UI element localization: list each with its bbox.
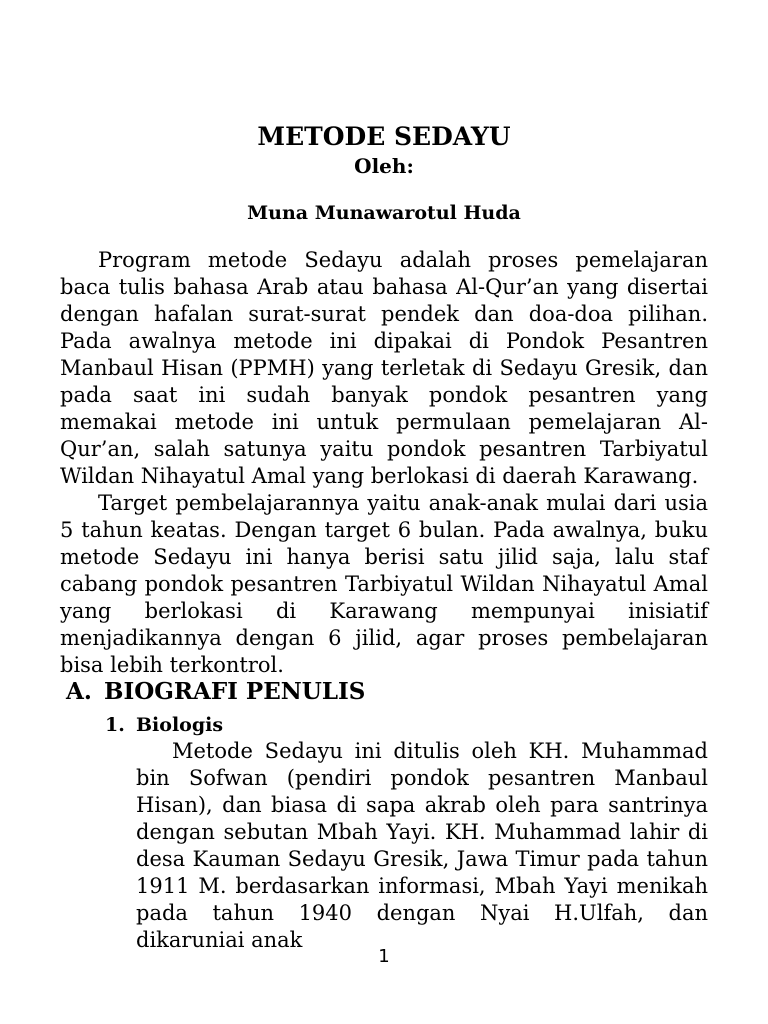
subsection-1-paragraph: Metode Sedayu ini ditulis oleh KH. Muhammad bin Sofwan (pendiri pondok pesantren Manbaul Hisan), dan biasa di sapa akrab oleh para santrinya dengan sebutan Mbah Yayi. KH. Muhammad lahir di desa Kauman Sedayu Gresik, Jawa Timur pada tahun 1911 M. berdasarkan informasi, Mbah Yayi menikah pada tahun 1940 dengan Nyai H.Ulfah, dan dikaruniai anak bbox=[136, 739, 708, 952]
subsection-1-marker: 1. bbox=[105, 714, 125, 736]
intro-paragraph-1: Program metode Sedayu adalah proses pemelajaran baca tulis bahasa Arab atau bahasa Al-Qur’an yang disertai dengan hafalan surat-surat pendek dan doa-doa pilihan. Pada awalnya metode ini dipakai di Pondok Pesantren Manbaul Hisan (PPMH) yang terletak di Sedayu Gresik, dan pada saat ini sudah banyak pondok pesantren yang memakai metode ini untuk permulaan pemelajaran Al-Qur’an, salah satunya yaitu pondok pesantren Tarbiyatul Wildan Nihayatul Amal yang berlokasi di daerah Karawang. bbox=[60, 248, 708, 488]
intro-paragraph-2: Target pembelajarannya yaitu anak-anak mulai dari usia 5 tahun keatas. Dengan target 6 bulan. Pada awalnya, buku metode Sedayu ini hanya berisi satu jilid saja, lalu staf cabang pondok pesantren Tarbiyatul Wildan Nihayatul Amal yang berlokasi di Karawang mempunyai inisiatif menjadikannya dengan 6 jilid, agar proses pembelajaran bisa lebih terkontrol. bbox=[60, 491, 708, 677]
section-a-marker: A. bbox=[66, 678, 92, 705]
intro-section bbox=[60, 247, 708, 679]
document-author: Muna Munawarotul Huda bbox=[247, 202, 521, 224]
document-subtitle: Oleh: bbox=[354, 154, 414, 178]
subsection-1-title: Biologis bbox=[136, 714, 224, 736]
document-title: METODE SEDAYU bbox=[257, 122, 511, 151]
section-a-heading bbox=[66, 676, 365, 708]
section-a-title: BIOGRAFI PENULIS bbox=[104, 678, 366, 705]
page-number: 1 bbox=[378, 946, 390, 967]
subsection-1-heading bbox=[105, 712, 223, 738]
subsection-1-body bbox=[136, 738, 708, 954]
